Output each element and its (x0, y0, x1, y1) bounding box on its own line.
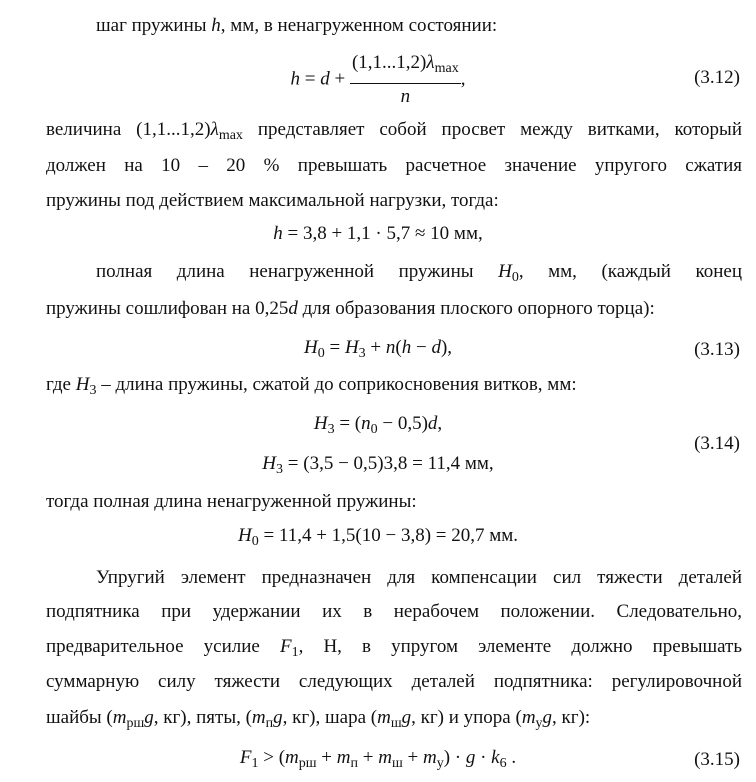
equation-number: (3.15) (694, 749, 740, 770)
text-line: тогда полная длина ненагруженной пружины: (46, 491, 417, 512)
text-line: шайбы ($m_{рш}g$, кг), пяты, ($m_пg$, кг), шара ($m_шg$, кг) и упора ($m_уg$, кг): (46, 707, 591, 731)
equation-number: (3.13) (694, 339, 740, 360)
text-line: величина $(1,1...1,2)\lambda_{max}$ представляет собой просвет между витками, который (46, 119, 742, 143)
text-line: шаг пружины h, мм, в ненагруженном состоянии: (96, 15, 498, 36)
equation-number: (3.12) (694, 67, 740, 88)
text-line: где $H_3$ – длина пружины, сжатой до соприкосновения витков, мм: (46, 374, 577, 398)
equation-3-12: h = d + $\frac{(1,1...1,2)\lambda_{max}}{n}$ , (290, 52, 466, 107)
text-line: суммарную силу тяжести следующих деталей подпятника: регулировочной (46, 671, 742, 692)
text-line: должен на 10 – 20 % превышать расчетное значение упругого сжатия (46, 155, 742, 176)
text-line: пружины под действием максимальной нагрузки, тогда: (46, 190, 499, 211)
text-line: предварительное усилие $F_1$, Н, в упругом элементе должно превышать (46, 636, 742, 660)
equation-h0-calc: $H_0 = 11,4 + 1,5(10 - 3,8) = 20,7$ мм. (237, 525, 519, 549)
text-line: полная длина ненагруженной пружины $H_0$, мм, (каждый конец (96, 261, 742, 285)
equation-3-13: $H_0 = H_3 + n(h - d)$, (303, 337, 453, 361)
equation-3-15: $F_1 > (m_{рш} + m_п + m_ш + m_у) \cdot g \cdot k_6$ . (239, 747, 517, 771)
text-line: подпятника при удержании их в нерабочем положении. Следовательно, (46, 601, 742, 622)
equation-3-14a: $H_3 = (n_0 - 0,5)d$, (313, 413, 443, 437)
equation-h-calc: h = 3,8 + 1,1 · 5,7 ≈ 10 мм, (273, 223, 483, 244)
equation-number: (3.14) (694, 433, 740, 454)
text-line: пружины сошлифован на 0,25d для образования плоского опорного торца): (46, 298, 655, 319)
text-line: Упругий элемент предназначен для компенсации сил тяжести деталей (96, 567, 742, 588)
equation-3-14b: $H_3 = (3,5 - 0,5)3,8 = 11,4$ мм, (262, 453, 494, 477)
